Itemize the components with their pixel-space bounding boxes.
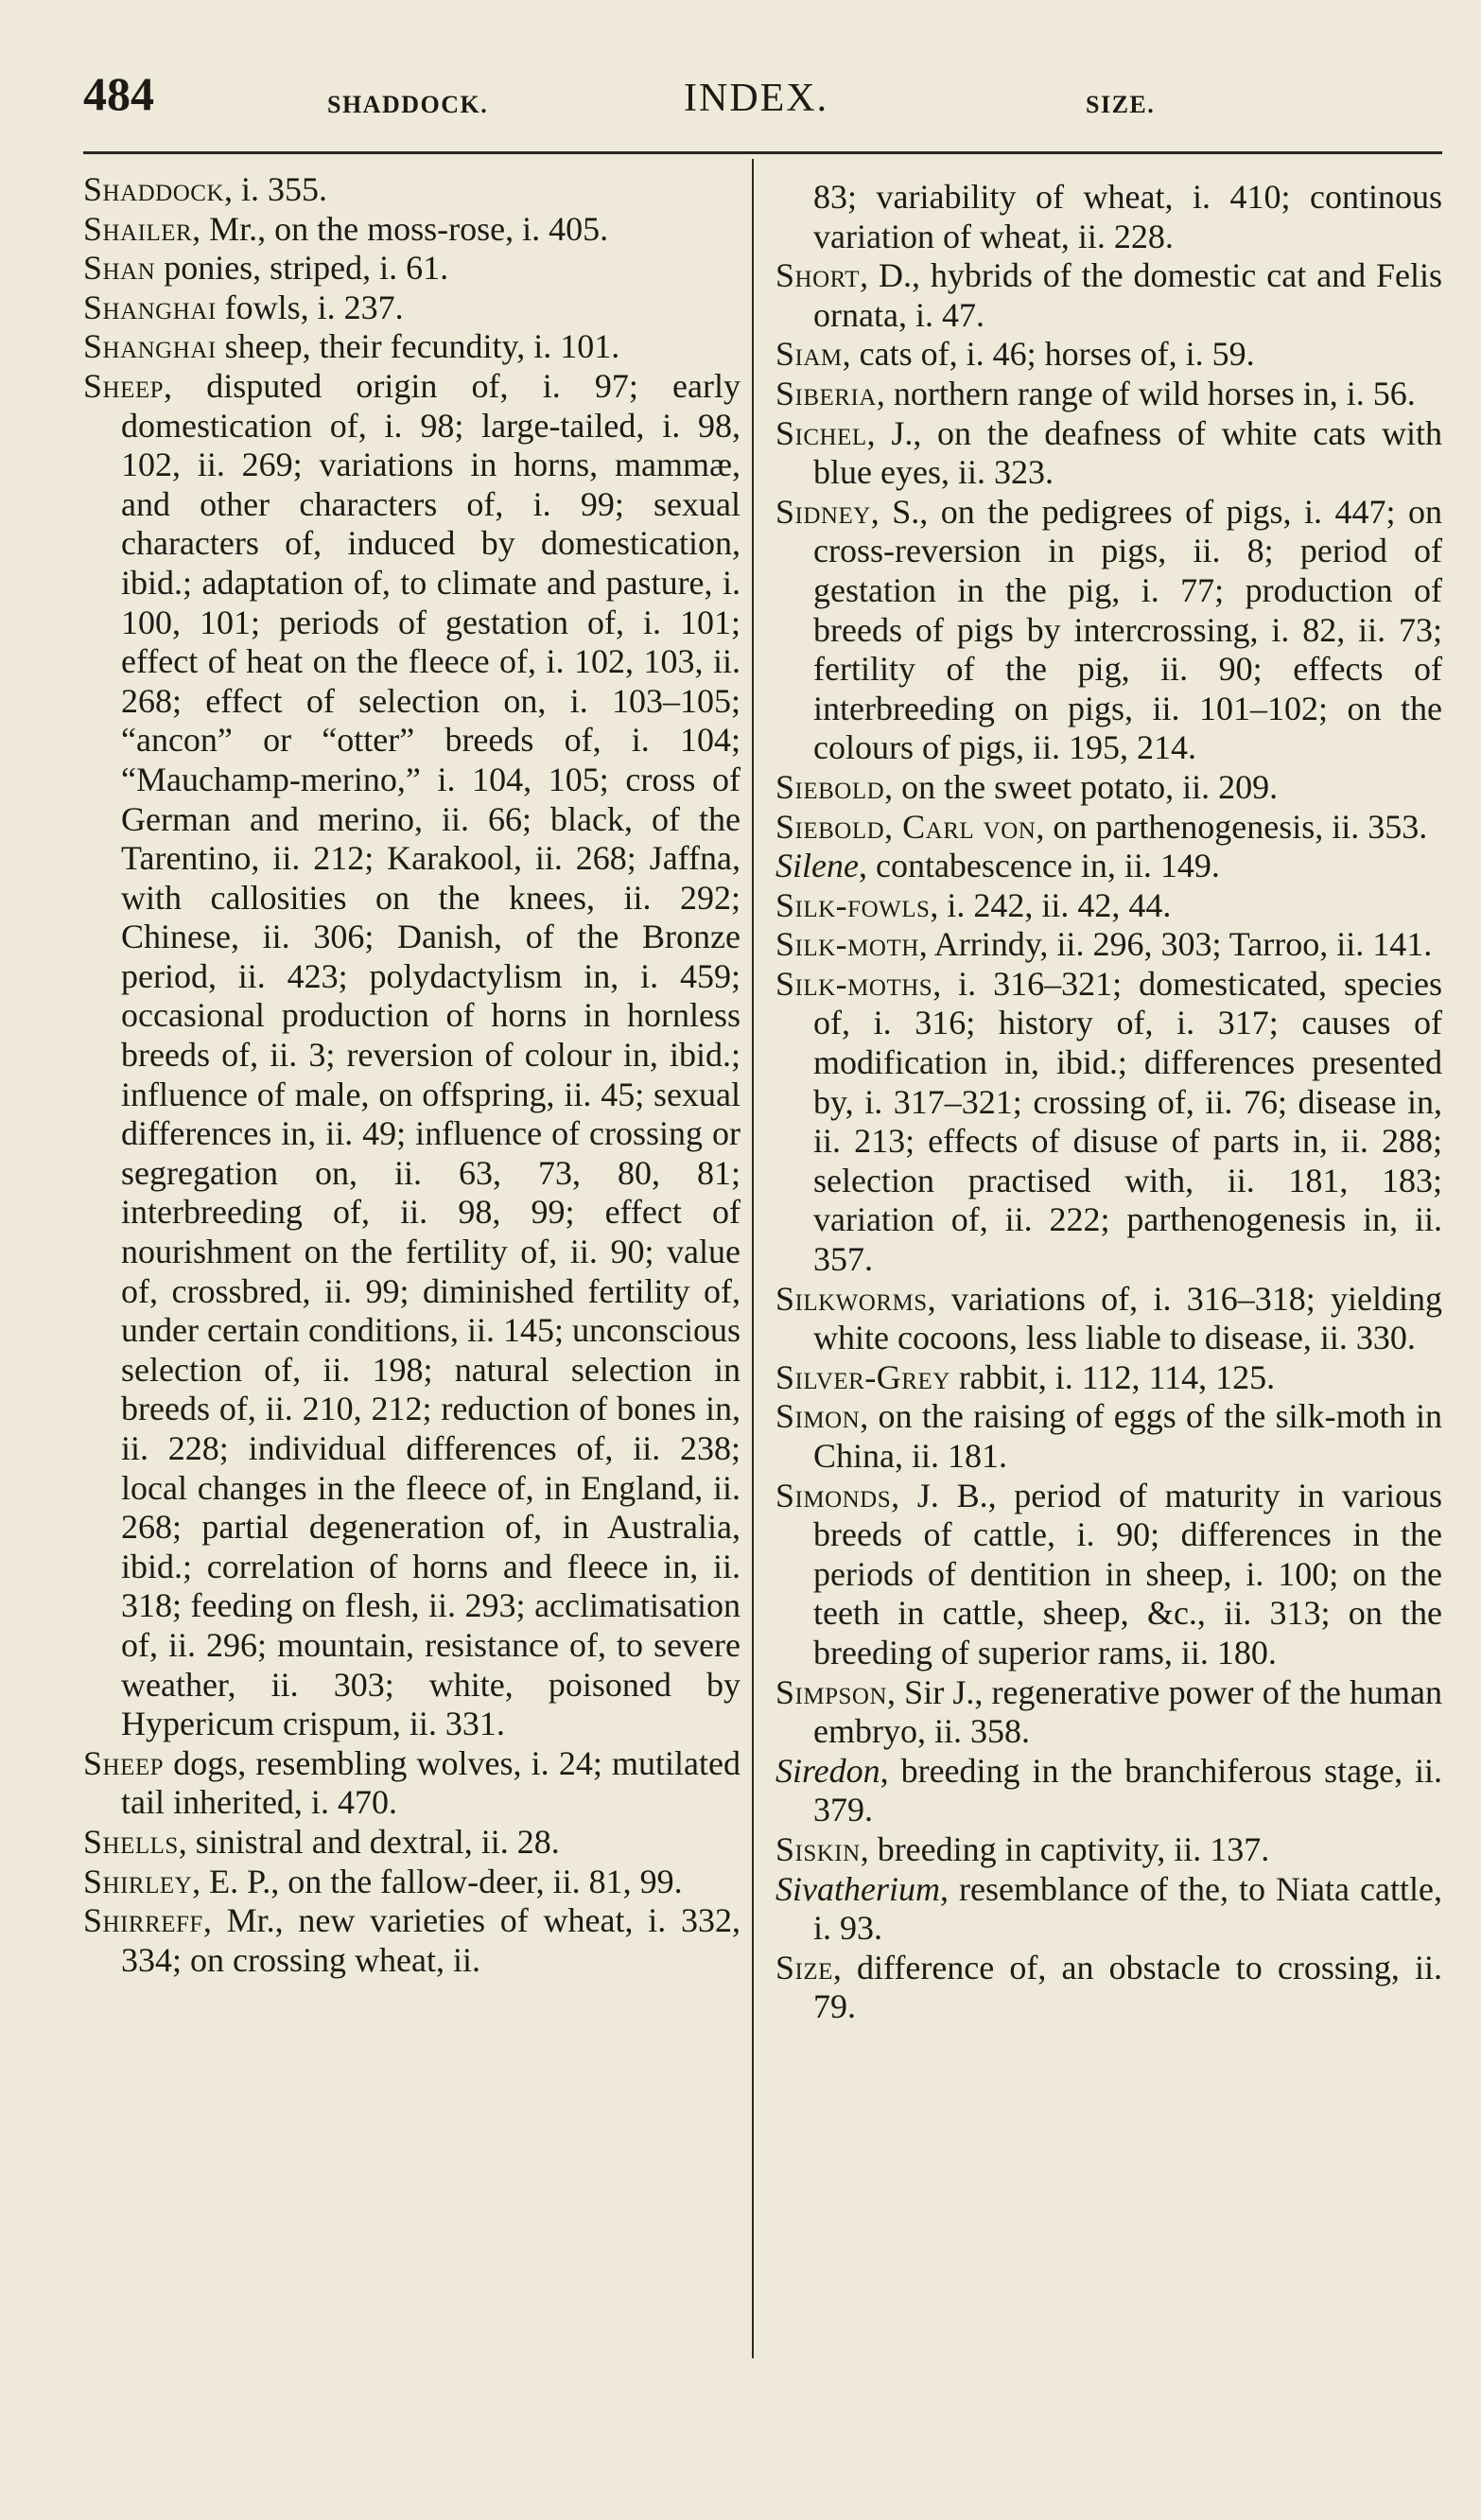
entry-headword: Silk-moths [775,964,933,1003]
left-column [83,170,740,1980]
entry-text: , sinistral and dextral, ii. 28. [178,1822,560,1861]
index-entry [775,1477,1442,1673]
entry-text: , variations of, i. 316–318; yielding white cocoons, less liable to disease, ii. 330. [813,1279,1442,1357]
index-entry [775,808,1442,848]
index-entry [775,886,1442,926]
entry-text: , breeding in the branchiferous stage, ii. 379. [813,1751,1442,1829]
entry-text: , J. B., period of maturity in various breeds of cattle, i. 90; differences in the periods of dentition in sheep, i. 100; on the teeth in cattle, sheep, &c., ii. 313; on the breeding of superior rams, ii. 180. [813,1476,1442,1671]
entry-text: rabbit, i. 112, 114, 125. [950,1357,1276,1396]
index-entry [83,170,740,210]
page-number: 484 [83,67,154,120]
entry-headword: Shan [83,249,156,288]
entry-text: , J., on the deafness of white cats with blue eyes, ii. 323. [813,413,1442,492]
entry-headword: Simon [775,1397,861,1436]
entry-headword: Shanghai [83,288,217,326]
entry-headword: Sheep [83,1743,165,1782]
entry-text: , Sir J., regenerative power of the human embryo, ii. 358. [813,1672,1442,1751]
entry-headword: Simpson [775,1672,887,1711]
entry-text: , on the sweet potato, ii. 209. [884,767,1279,806]
entry-headword: Shirley [83,1862,193,1900]
entry-text: , disputed origin of, i. 97; early domestication of, i. 98; large-tailed, i. 98, 102, ii. 269; variations in horns, mammæ, and other characters of, i. 99; sexual characters of, induced by domestication, ibid.; adaptation of, to climate and pasture, i. 100, 101; periods of gestation of, i. 101; effect of heat on the fleece of, i. 102, 103, ii. 268; effect of selection on, i. 103–105; “ancon” or “otter” breeds of, i. 104; “Mauchamp-merino,” i. 104, 105; cross of German and merino, ii. 66; black, of the Tarentino, ii. 212; Karakool, ii. 268; Jaffna, with callosities on the knees, ii. 292; Chinese, ii. 306; Danish, of the Bronze period, ii. 423; polydactylism in, i. 459; occasional production of horns in hornless breeds of, ii. 3; reversion of colour in, ibid.; influence of male, on offspring, ii. 45; sexual differences in, ii. 49; influence of crossing or segregation on, ii. 63, 73, 80, 81; interbreeding of, ii. 98, 99; effect of nourishment on the fertility of, ii. 90; value of, crossbred, ii. 99; diminished fertility of, under certain conditions, ii. 145; unconscious selection of, ii. 198; natural selection in breeds of, ii. 210, 212; reduction of bones in, ii. 228; individual differences of, ii. 238; local changes in the fleece of, in England, ii. 268; partial degeneration of, in Australia, ibid.; correlation of horns and fleece in, ii. 318; feeding on flesh, ii. 293; acclimatisation of, ii. 296; mountain, resistance of, to severe weather, ii. 303; white, poisoned by Hypericum crispum, ii. 331. [121,366,740,1743]
index-entry [775,768,1442,808]
entry-text: ponies, striped, i. 61. [155,249,449,288]
entry-text: , E. P., on the fallow-deer, ii. 81, 99. [192,1862,683,1900]
entry-text: , contabescence in, ii. 149. [858,847,1220,885]
index-entry [775,1870,1442,1949]
entry-text: , D., hybrids of the domestic cat and Felis ornata, i. 47. [813,256,1442,334]
index-entry [83,1901,740,1980]
entry-text: , S., on the pedigrees of pigs, i. 447; on cross-reversion in pigs, ii. 8; period of gestation in the pig, i. 77; production of breeds of pigs by intercrossing, i. 82, ii. 73; fertility of the pig, ii. 90; effects of interbreeding on pigs, ii. 101–102; on the colours of pigs, ii. 195, 214. [813,492,1442,767]
index-entry [775,256,1442,335]
entry-text: dogs, resembling wolves, i. 24; mutilated tail inherited, i. 470. [121,1743,740,1822]
entry-headword: Silk-fowls [775,885,931,924]
entry-headword: Sheep [83,366,165,405]
index-entry [775,178,1442,256]
entry-headword: Siredon [775,1751,880,1790]
index-entry [775,1830,1442,1870]
index-entry [775,375,1442,414]
entry-text: fowls, i. 237. [216,288,404,326]
entry-headword: Siberia [775,374,877,412]
entry-headword: Size [775,1948,833,1986]
entry-headword: Silkworms [775,1279,928,1318]
entry-text: sheep, their fecundity, i. 101. [216,327,620,366]
index-entry [83,1823,740,1863]
entry-headword: Short [775,256,861,295]
left-running-head: SHADDOCK. [327,91,489,118]
index-entry [775,1358,1442,1398]
entry-headword: Shaddock [83,170,225,208]
entry-headword: Sidney [775,492,871,531]
entry-text: 83; variability of wheat, i. 410; continous variation of wheat, ii. 228. [813,178,1442,255]
center-running-head: INDEX. [684,77,829,120]
index-entry [775,965,1442,1280]
right-column [775,178,1442,2027]
index-entry [775,414,1442,493]
index-entry [83,289,740,328]
index-entry [83,327,740,367]
index-entry [775,1949,1442,2027]
entry-headword: Silene [775,847,859,885]
index-entry [775,493,1442,768]
index-entry [775,847,1442,886]
entry-headword: Siebold [775,767,885,806]
index-entry [775,925,1442,965]
entry-text: , cats of, i. 46; horses of, i. 59. [842,335,1255,374]
running-header [83,66,1157,132]
entry-headword: Shailer [83,209,193,248]
entry-headword: Shells [83,1822,179,1861]
entry-headword: Simonds [775,1476,892,1514]
entry-text: , Mr., on the moss-rose, i. 405. [192,209,609,248]
entry-text: , Mr., new varieties of wheat, i. 332, 334; on crossing wheat, ii. [121,1901,740,1979]
index-entry [775,1752,1442,1830]
entry-headword: Shirreff [83,1901,203,1940]
entry-headword: Sivatherium [775,1869,940,1908]
index-entry [775,335,1442,375]
index-entry [775,1397,1442,1476]
entry-headword: Siebold, Carl von [775,807,1037,846]
entry-text: , Arrindy, ii. 296, 303; Tarroo, ii. 141. [918,925,1433,964]
index-entry [775,1280,1442,1358]
index-entry [83,249,740,289]
column-divider [752,159,754,2358]
index-entry [83,367,740,1744]
entry-text: , on parthenogenesis, ii. 353. [1036,807,1428,846]
right-running-head: SIZE. [1086,91,1156,118]
entry-headword: Silver-Grey [775,1357,950,1396]
entry-headword: Silk-moth [775,925,919,964]
index-entry [83,1863,740,1902]
entry-text: , breeding in captivity, ii. 137. [860,1829,1270,1868]
index-entry [775,1673,1442,1752]
entry-text: , difference of, an obstacle to crossing, ii. 79. [813,1948,1442,2026]
entry-headword: Sichel [775,413,867,452]
header-rule [83,151,1442,154]
entry-headword: Shanghai [83,327,217,366]
entry-text: , on the raising of eggs of the silk-moth in China, ii. 181. [813,1397,1442,1475]
entry-text: , i. 316–321; domesticated, species of, i. 316; history of, i. 317; causes of modification in, ibid.; differences presented by, i. 317–321; crossing of, ii. 76; disease in, ii. 213; effects of disuse of parts in, ii. 288; selection practised with, ii. 181, 183; variation of, ii. 222; parthenogenesis in, ii. 357. [813,964,1442,1279]
entry-text: , resemblance of the, to Niata cattle, i. 93. [813,1869,1442,1948]
index-entry [83,210,740,250]
index-entry [83,1744,740,1823]
entry-headword: Siam [775,335,843,374]
entry-text: , northern range of wild horses in, i. 56. [876,374,1416,412]
entry-text: , i. 355. [224,170,328,208]
entry-text: , i. 242, ii. 42, 44. [930,885,1172,924]
entry-headword: Siskin [775,1829,861,1868]
